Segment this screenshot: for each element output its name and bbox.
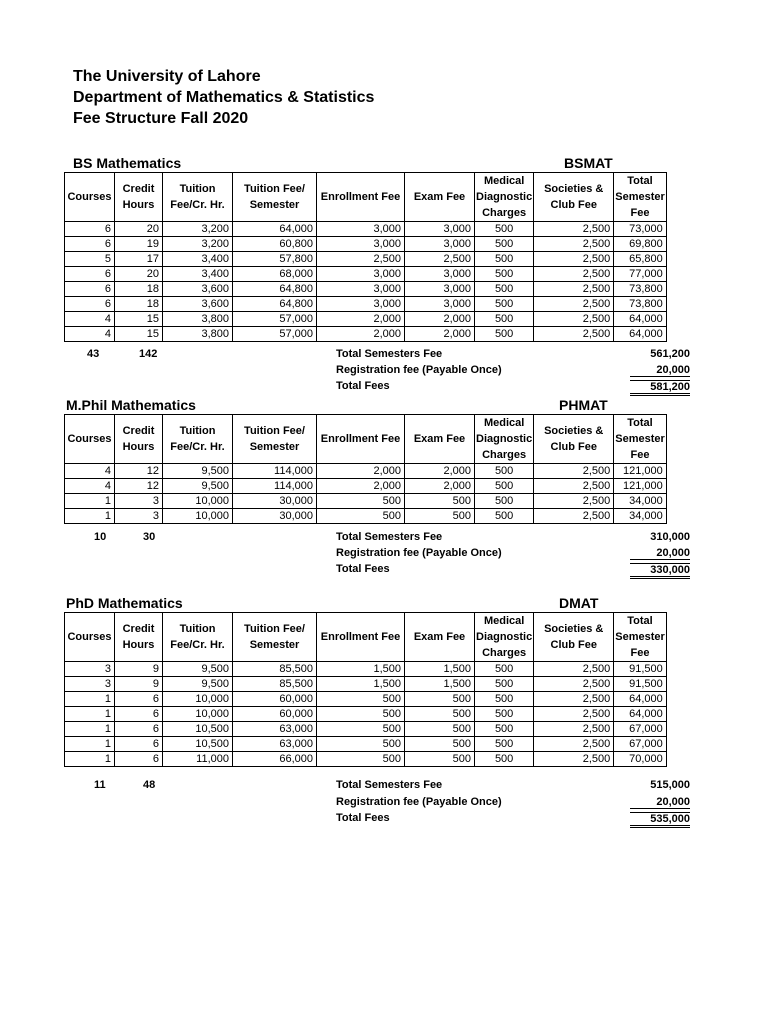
cell-societies-fee: 2,500 bbox=[534, 479, 614, 494]
cell-credit-hours: 17 bbox=[115, 252, 163, 267]
cell-courses: 1 bbox=[65, 692, 115, 707]
cell-exam-fee: 500 bbox=[405, 752, 475, 767]
phd-program-code: DMAT bbox=[559, 595, 599, 611]
cell-credit-hours: 3 bbox=[115, 494, 163, 509]
mphil-total-semesters-label: Total Semesters Fee bbox=[336, 531, 443, 543]
table-row bbox=[65, 282, 667, 297]
column-header-tuition-per-credit: Tuition Fee/Cr. Hr. bbox=[163, 415, 233, 464]
cell-exam-fee: 1,500 bbox=[405, 677, 475, 692]
column-header-societies-fee: Societies & Club Fee bbox=[534, 415, 614, 464]
cell-credit-hours: 6 bbox=[115, 737, 163, 752]
cell-credit-hours: 6 bbox=[115, 707, 163, 722]
phd-total-credits: 48 bbox=[143, 779, 156, 791]
phd-fee-table bbox=[64, 612, 667, 767]
bs-section-title: BS Mathematics bbox=[73, 155, 182, 171]
cell-credit-hours: 20 bbox=[115, 267, 163, 282]
cell-societies-fee: 2,500 bbox=[534, 237, 614, 252]
cell-exam-fee: 3,000 bbox=[405, 237, 475, 252]
cell-societies-fee: 2,500 bbox=[534, 327, 614, 342]
cell-courses: 5 bbox=[65, 252, 115, 267]
cell-societies-fee: 2,500 bbox=[534, 464, 614, 479]
bs-total-credits: 142 bbox=[139, 348, 158, 360]
phd-total-semesters-label: Total Semesters Fee bbox=[336, 779, 443, 791]
bs-total-semesters-value: 561,200 bbox=[650, 348, 690, 360]
cell-courses: 4 bbox=[65, 327, 115, 342]
cell-medical-charges: 500 bbox=[475, 464, 534, 479]
cell-tuition-semester: 68,000 bbox=[233, 267, 317, 282]
table-row bbox=[65, 752, 667, 767]
cell-societies-fee: 2,500 bbox=[534, 662, 614, 677]
cell-credit-hours: 12 bbox=[115, 479, 163, 494]
cell-medical-charges: 500 bbox=[475, 312, 534, 327]
cell-credit-hours: 18 bbox=[115, 282, 163, 297]
cell-medical-charges: 500 bbox=[475, 282, 534, 297]
cell-tuition-semester: 60,000 bbox=[233, 707, 317, 722]
cell-societies-fee: 2,500 bbox=[534, 312, 614, 327]
cell-exam-fee: 2,000 bbox=[405, 464, 475, 479]
cell-societies-fee: 2,500 bbox=[534, 707, 614, 722]
cell-exam-fee: 3,000 bbox=[405, 297, 475, 312]
column-header-medical-charges: Medical Diagnostic Charges bbox=[475, 415, 534, 464]
column-header-tuition-semester: Tuition Fee/ Semester bbox=[233, 613, 317, 662]
cell-tuition-per-credit: 10,000 bbox=[163, 494, 233, 509]
cell-enrollment-fee: 2,000 bbox=[317, 312, 405, 327]
cell-tuition-per-credit: 3,200 bbox=[163, 222, 233, 237]
column-header-credit-hours: Credit Hours bbox=[115, 415, 163, 464]
table-header-row bbox=[65, 415, 667, 464]
cell-tuition-semester: 64,000 bbox=[233, 222, 317, 237]
cell-medical-charges: 500 bbox=[475, 722, 534, 737]
cell-tuition-per-credit: 3,600 bbox=[163, 282, 233, 297]
table-row bbox=[65, 464, 667, 479]
cell-credit-hours: 9 bbox=[115, 677, 163, 692]
column-header-total-semester-fee: Total Semester Fee bbox=[614, 415, 667, 464]
cell-medical-charges: 500 bbox=[475, 222, 534, 237]
cell-exam-fee: 2,000 bbox=[405, 312, 475, 327]
mphil-total-courses: 10 bbox=[94, 531, 107, 543]
cell-courses: 1 bbox=[65, 494, 115, 509]
column-header-exam-fee: Exam Fee bbox=[405, 415, 475, 464]
cell-enrollment-fee: 3,000 bbox=[317, 237, 405, 252]
cell-tuition-per-credit: 3,600 bbox=[163, 297, 233, 312]
column-header-total-semester-fee: Total Semester Fee bbox=[614, 613, 667, 662]
cell-societies-fee: 2,500 bbox=[534, 692, 614, 707]
cell-tuition-per-credit: 3,800 bbox=[163, 312, 233, 327]
cell-medical-charges: 500 bbox=[475, 494, 534, 509]
cell-tuition-semester: 30,000 bbox=[233, 509, 317, 524]
mphil-total-semesters-value: 310,000 bbox=[650, 531, 690, 543]
cell-medical-charges: 500 bbox=[475, 692, 534, 707]
column-header-credit-hours: Credit Hours bbox=[115, 613, 163, 662]
cell-enrollment-fee: 2,000 bbox=[317, 464, 405, 479]
cell-total-semester-fee: 34,000 bbox=[614, 509, 667, 524]
cell-tuition-per-credit: 3,400 bbox=[163, 252, 233, 267]
table-row bbox=[65, 327, 667, 342]
table-row bbox=[65, 677, 667, 692]
cell-medical-charges: 500 bbox=[475, 752, 534, 767]
cell-societies-fee: 2,500 bbox=[534, 267, 614, 282]
cell-credit-hours: 6 bbox=[115, 692, 163, 707]
cell-societies-fee: 2,500 bbox=[534, 722, 614, 737]
cell-total-semester-fee: 73,800 bbox=[614, 297, 667, 312]
cell-courses: 4 bbox=[65, 464, 115, 479]
cell-courses: 4 bbox=[65, 479, 115, 494]
cell-credit-hours: 6 bbox=[115, 722, 163, 737]
phd-total-semesters-value: 515,000 bbox=[650, 779, 690, 791]
cell-exam-fee: 3,000 bbox=[405, 267, 475, 282]
mphil-registration-value: 20,000 bbox=[630, 547, 690, 560]
cell-tuition-semester: 60,800 bbox=[233, 237, 317, 252]
cell-medical-charges: 500 bbox=[475, 237, 534, 252]
cell-medical-charges: 500 bbox=[475, 509, 534, 524]
mphil-total-credits: 30 bbox=[143, 531, 156, 543]
cell-societies-fee: 2,500 bbox=[534, 677, 614, 692]
cell-courses: 4 bbox=[65, 312, 115, 327]
fee-structure-title: Fee Structure Fall 2020 bbox=[73, 110, 249, 127]
cell-credit-hours: 20 bbox=[115, 222, 163, 237]
cell-enrollment-fee: 500 bbox=[317, 752, 405, 767]
mphil-program-code: PHMAT bbox=[559, 397, 608, 413]
cell-total-semester-fee: 64,000 bbox=[614, 327, 667, 342]
cell-enrollment-fee: 1,500 bbox=[317, 662, 405, 677]
cell-enrollment-fee: 2,000 bbox=[317, 327, 405, 342]
document-header bbox=[73, 66, 374, 129]
cell-courses: 6 bbox=[65, 267, 115, 282]
cell-exam-fee: 2,500 bbox=[405, 252, 475, 267]
column-header-exam-fee: Exam Fee bbox=[405, 173, 475, 222]
cell-enrollment-fee: 500 bbox=[317, 692, 405, 707]
cell-enrollment-fee: 1,500 bbox=[317, 677, 405, 692]
cell-total-semester-fee: 64,000 bbox=[614, 312, 667, 327]
cell-societies-fee: 2,500 bbox=[534, 252, 614, 267]
cell-societies-fee: 2,500 bbox=[534, 494, 614, 509]
table-row bbox=[65, 479, 667, 494]
column-header-enrollment-fee: Enrollment Fee bbox=[317, 613, 405, 662]
cell-tuition-per-credit: 11,000 bbox=[163, 752, 233, 767]
column-header-tuition-per-credit: Tuition Fee/Cr. Hr. bbox=[163, 613, 233, 662]
cell-exam-fee: 2,000 bbox=[405, 327, 475, 342]
cell-tuition-per-credit: 10,500 bbox=[163, 737, 233, 752]
cell-total-semester-fee: 77,000 bbox=[614, 267, 667, 282]
cell-exam-fee: 500 bbox=[405, 494, 475, 509]
cell-courses: 1 bbox=[65, 509, 115, 524]
cell-medical-charges: 500 bbox=[475, 662, 534, 677]
column-header-total-semester-fee: Total Semester Fee bbox=[614, 173, 667, 222]
bs-program-code: BSMAT bbox=[564, 155, 613, 171]
cell-courses: 6 bbox=[65, 237, 115, 252]
cell-tuition-per-credit: 9,500 bbox=[163, 464, 233, 479]
cell-tuition-semester: 114,000 bbox=[233, 479, 317, 494]
phd-total-fees-value: 535,000 bbox=[630, 812, 690, 828]
cell-total-semester-fee: 64,000 bbox=[614, 707, 667, 722]
phd-registration-value: 20,000 bbox=[630, 796, 690, 809]
cell-medical-charges: 500 bbox=[475, 267, 534, 282]
table-row bbox=[65, 252, 667, 267]
cell-tuition-per-credit: 3,200 bbox=[163, 237, 233, 252]
university-name: The University of Lahore bbox=[73, 68, 261, 85]
cell-tuition-semester: 63,000 bbox=[233, 737, 317, 752]
cell-societies-fee: 2,500 bbox=[534, 737, 614, 752]
cell-courses: 1 bbox=[65, 722, 115, 737]
cell-tuition-per-credit: 10,000 bbox=[163, 509, 233, 524]
cell-enrollment-fee: 500 bbox=[317, 737, 405, 752]
cell-enrollment-fee: 500 bbox=[317, 707, 405, 722]
bs-total-courses: 43 bbox=[87, 348, 100, 360]
column-header-societies-fee: Societies & Club Fee bbox=[534, 613, 614, 662]
column-header-enrollment-fee: Enrollment Fee bbox=[317, 173, 405, 222]
bs-fee-table bbox=[64, 172, 667, 342]
table-header-row bbox=[65, 173, 667, 222]
table-row bbox=[65, 312, 667, 327]
cell-courses: 6 bbox=[65, 282, 115, 297]
cell-medical-charges: 500 bbox=[475, 677, 534, 692]
cell-tuition-per-credit: 9,500 bbox=[163, 479, 233, 494]
cell-enrollment-fee: 2,000 bbox=[317, 479, 405, 494]
phd-registration-label: Registration fee (Payable Once) bbox=[336, 796, 502, 808]
column-header-enrollment-fee: Enrollment Fee bbox=[317, 415, 405, 464]
cell-total-semester-fee: 67,000 bbox=[614, 737, 667, 752]
cell-medical-charges: 500 bbox=[475, 707, 534, 722]
cell-courses: 1 bbox=[65, 707, 115, 722]
table-row bbox=[65, 267, 667, 282]
cell-tuition-semester: 63,000 bbox=[233, 722, 317, 737]
cell-credit-hours: 15 bbox=[115, 312, 163, 327]
cell-tuition-semester: 57,000 bbox=[233, 312, 317, 327]
mphil-total-fees-value: 330,000 bbox=[630, 563, 690, 579]
cell-exam-fee: 3,000 bbox=[405, 222, 475, 237]
cell-exam-fee: 1,500 bbox=[405, 662, 475, 677]
cell-tuition-per-credit: 10,500 bbox=[163, 722, 233, 737]
cell-exam-fee: 500 bbox=[405, 737, 475, 752]
table-row bbox=[65, 662, 667, 677]
column-header-exam-fee: Exam Fee bbox=[405, 613, 475, 662]
cell-medical-charges: 500 bbox=[475, 252, 534, 267]
cell-enrollment-fee: 500 bbox=[317, 494, 405, 509]
cell-enrollment-fee: 500 bbox=[317, 509, 405, 524]
column-header-societies-fee: Societies & Club Fee bbox=[534, 173, 614, 222]
column-header-courses: Courses bbox=[65, 415, 115, 464]
cell-societies-fee: 2,500 bbox=[534, 509, 614, 524]
cell-courses: 6 bbox=[65, 297, 115, 312]
phd-total-courses: 11 bbox=[94, 779, 106, 791]
table-row bbox=[65, 237, 667, 252]
table-row bbox=[65, 692, 667, 707]
mphil-registration-label: Registration fee (Payable Once) bbox=[336, 547, 502, 559]
table-row bbox=[65, 509, 667, 524]
cell-credit-hours: 18 bbox=[115, 297, 163, 312]
mphil-section-title: M.Phil Mathematics bbox=[66, 397, 196, 413]
cell-tuition-per-credit: 10,000 bbox=[163, 707, 233, 722]
bs-total-fees-label: Total Fees bbox=[336, 380, 390, 392]
phd-section-title: PhD Mathematics bbox=[66, 595, 183, 611]
table-row bbox=[65, 222, 667, 237]
cell-total-semester-fee: 34,000 bbox=[614, 494, 667, 509]
column-header-courses: Courses bbox=[65, 173, 115, 222]
cell-societies-fee: 2,500 bbox=[534, 752, 614, 767]
mphil-total-fees-label: Total Fees bbox=[336, 563, 390, 575]
table-header-row bbox=[65, 613, 667, 662]
cell-courses: 1 bbox=[65, 737, 115, 752]
cell-total-semester-fee: 73,800 bbox=[614, 282, 667, 297]
cell-tuition-semester: 60,000 bbox=[233, 692, 317, 707]
cell-exam-fee: 2,000 bbox=[405, 479, 475, 494]
table-row bbox=[65, 707, 667, 722]
cell-total-semester-fee: 64,000 bbox=[614, 692, 667, 707]
cell-credit-hours: 6 bbox=[115, 752, 163, 767]
cell-medical-charges: 500 bbox=[475, 737, 534, 752]
cell-tuition-semester: 114,000 bbox=[233, 464, 317, 479]
cell-exam-fee: 3,000 bbox=[405, 282, 475, 297]
cell-total-semester-fee: 67,000 bbox=[614, 722, 667, 737]
cell-tuition-semester: 66,000 bbox=[233, 752, 317, 767]
cell-courses: 3 bbox=[65, 677, 115, 692]
cell-total-semester-fee: 91,500 bbox=[614, 677, 667, 692]
column-header-courses: Courses bbox=[65, 613, 115, 662]
cell-enrollment-fee: 3,000 bbox=[317, 297, 405, 312]
cell-enrollment-fee: 500 bbox=[317, 722, 405, 737]
cell-total-semester-fee: 70,000 bbox=[614, 752, 667, 767]
column-header-medical-charges: Medical Diagnostic Charges bbox=[475, 173, 534, 222]
cell-tuition-per-credit: 3,400 bbox=[163, 267, 233, 282]
cell-exam-fee: 500 bbox=[405, 722, 475, 737]
cell-tuition-semester: 85,500 bbox=[233, 677, 317, 692]
mphil-fee-table bbox=[64, 414, 667, 524]
cell-tuition-per-credit: 10,000 bbox=[163, 692, 233, 707]
cell-medical-charges: 500 bbox=[475, 479, 534, 494]
bs-total-fees-value: 581,200 bbox=[630, 380, 690, 396]
cell-courses: 6 bbox=[65, 222, 115, 237]
table-row bbox=[65, 297, 667, 312]
cell-total-semester-fee: 73,000 bbox=[614, 222, 667, 237]
department-name: Department of Mathematics & Statistics bbox=[73, 89, 375, 106]
column-header-tuition-per-credit: Tuition Fee/Cr. Hr. bbox=[163, 173, 233, 222]
bs-registration-label: Registration fee (Payable Once) bbox=[336, 364, 502, 376]
cell-credit-hours: 3 bbox=[115, 509, 163, 524]
cell-societies-fee: 2,500 bbox=[534, 297, 614, 312]
cell-tuition-per-credit: 9,500 bbox=[163, 662, 233, 677]
cell-enrollment-fee: 3,000 bbox=[317, 267, 405, 282]
cell-enrollment-fee: 3,000 bbox=[317, 222, 405, 237]
cell-total-semester-fee: 91,500 bbox=[614, 662, 667, 677]
cell-exam-fee: 500 bbox=[405, 692, 475, 707]
cell-enrollment-fee: 3,000 bbox=[317, 282, 405, 297]
table-row bbox=[65, 722, 667, 737]
cell-credit-hours: 12 bbox=[115, 464, 163, 479]
cell-societies-fee: 2,500 bbox=[534, 222, 614, 237]
cell-tuition-semester: 64,800 bbox=[233, 282, 317, 297]
cell-tuition-per-credit: 9,500 bbox=[163, 677, 233, 692]
cell-exam-fee: 500 bbox=[405, 707, 475, 722]
phd-total-fees-label: Total Fees bbox=[336, 812, 390, 824]
cell-tuition-semester: 57,000 bbox=[233, 327, 317, 342]
cell-tuition-semester: 30,000 bbox=[233, 494, 317, 509]
cell-societies-fee: 2,500 bbox=[534, 282, 614, 297]
cell-courses: 3 bbox=[65, 662, 115, 677]
cell-credit-hours: 9 bbox=[115, 662, 163, 677]
column-header-tuition-semester: Tuition Fee/ Semester bbox=[233, 415, 317, 464]
cell-total-semester-fee: 65,800 bbox=[614, 252, 667, 267]
column-header-medical-charges: Medical Diagnostic Charges bbox=[475, 613, 534, 662]
cell-total-semester-fee: 69,800 bbox=[614, 237, 667, 252]
cell-tuition-semester: 85,500 bbox=[233, 662, 317, 677]
cell-credit-hours: 15 bbox=[115, 327, 163, 342]
bs-total-semesters-label: Total Semesters Fee bbox=[336, 348, 443, 360]
cell-tuition-semester: 57,800 bbox=[233, 252, 317, 267]
cell-courses: 1 bbox=[65, 752, 115, 767]
cell-exam-fee: 500 bbox=[405, 509, 475, 524]
cell-total-semester-fee: 121,000 bbox=[614, 464, 667, 479]
cell-medical-charges: 500 bbox=[475, 297, 534, 312]
table-row bbox=[65, 494, 667, 509]
cell-total-semester-fee: 121,000 bbox=[614, 479, 667, 494]
cell-enrollment-fee: 2,500 bbox=[317, 252, 405, 267]
table-row bbox=[65, 737, 667, 752]
cell-credit-hours: 19 bbox=[115, 237, 163, 252]
bs-registration-value: 20,000 bbox=[630, 364, 690, 377]
cell-tuition-per-credit: 3,800 bbox=[163, 327, 233, 342]
column-header-tuition-semester: Tuition Fee/ Semester bbox=[233, 173, 317, 222]
cell-tuition-semester: 64,800 bbox=[233, 297, 317, 312]
column-header-credit-hours: Credit Hours bbox=[115, 173, 163, 222]
cell-medical-charges: 500 bbox=[475, 327, 534, 342]
